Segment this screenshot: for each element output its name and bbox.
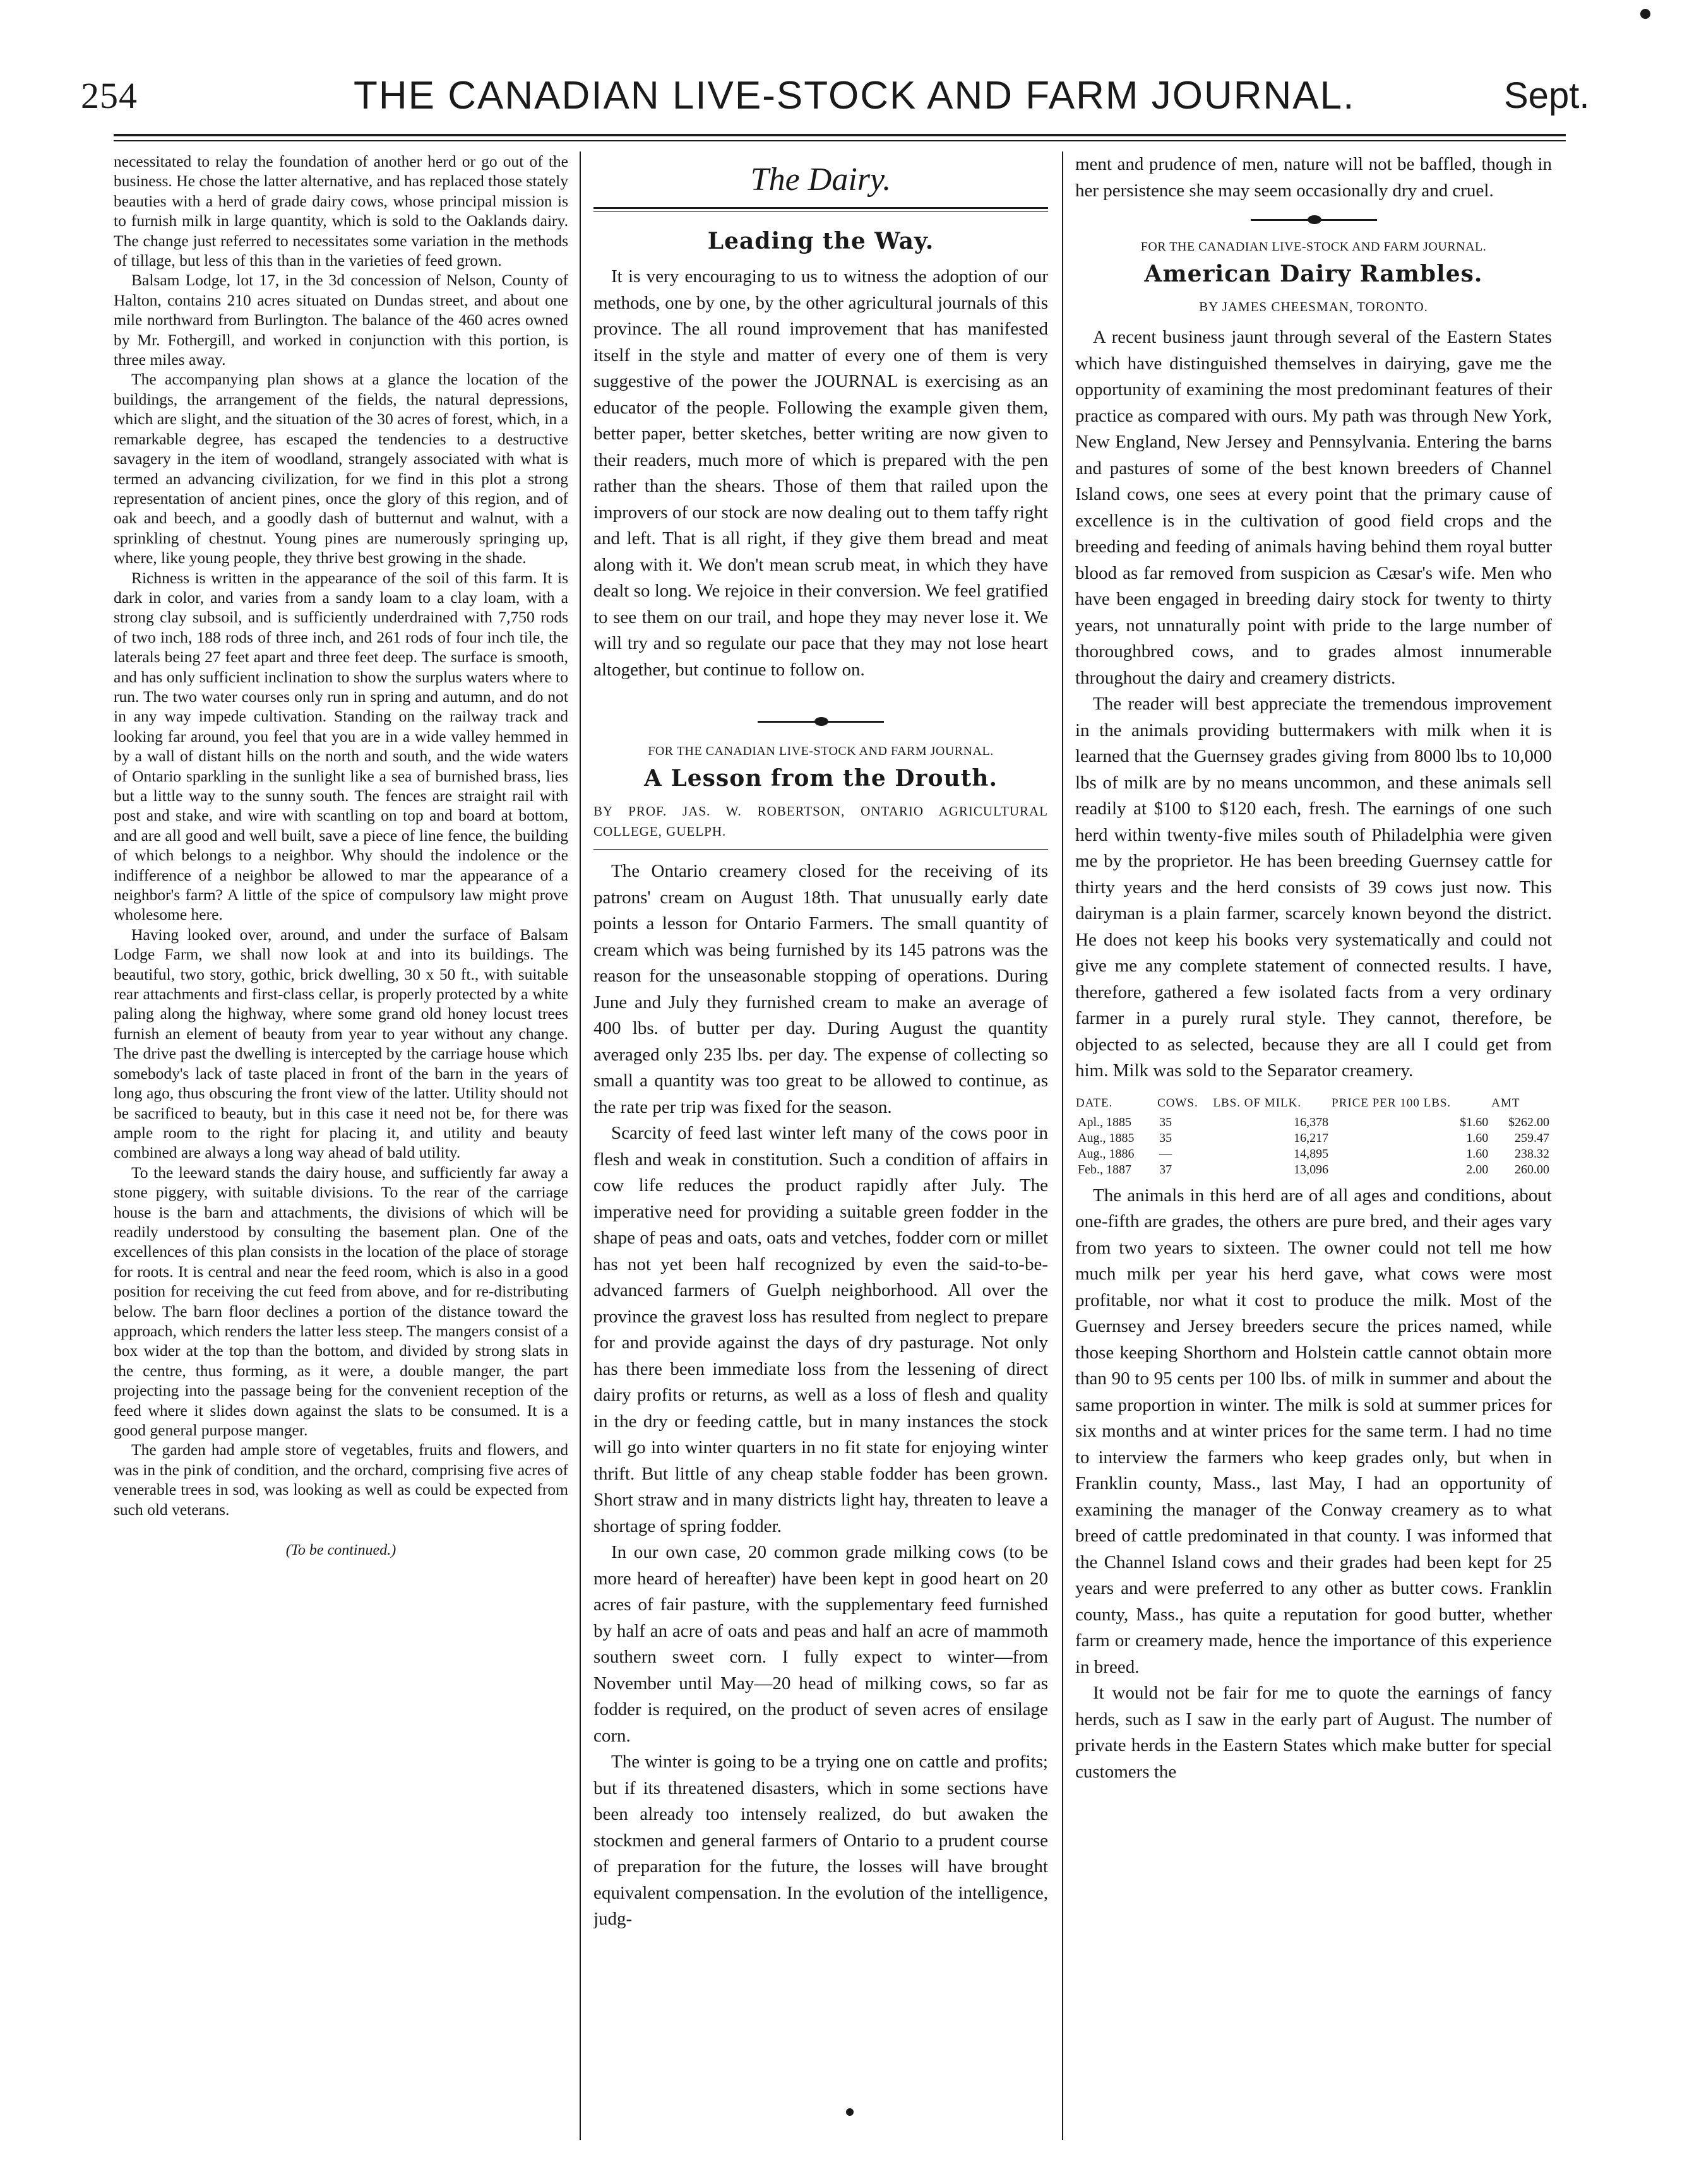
page-header xyxy=(0,0,1687,133)
header-rule xyxy=(114,134,1566,136)
paragraph: Scarcity of feed last winter left many of the cows poor in flesh and weak in constitution. Such a condition of affairs in cow life reduces the product rapidly after July. The imperative need for providing a suitable green fodder in the shape of peas and oats, oats and vetches, fodder corn or millet has not yet been half recognized by even the said-to-be-advanced farmers of Guelph neighborhood. All over the province the gravest loss has resulted from neglect to prepare for and provide against the days of dry pasturage. Not only has there been immediate loss from the lessening of direct dairy profits or returns, as well as a loss of flesh and quality in the dry or feeding cattle, but in many instances the stock will go into winter quarters in no fit state for enjoying winter thrift. But little of any cheap stable fodder has been grown. Short straw and in many districts light hay, threaten to leave a shortage of spring fodder. xyxy=(593,1123,1048,1536)
department-rule xyxy=(593,207,1048,209)
paragraph: To the leeward stands the dairy house, and sufficiently far away a stone piggery, with suitable divisions. To the rear of the carriage house is the barn and attachments, the divisions of which will be readily understood by consulting the basement plan. One of the excellences of this plan consists in the location of the place of storage for roots. It is central and near the feed room, which is also in a good position for receiving the cut feed from above, and for re-distributing below. The barn floor declines a portion of the distance toward the approach, which renders the latter less steep. The mangers consist of a box wider at the top than the bottom, and divided by strong slats in the centre, thus forming, as it were, a double manger, the part projecting into the passage being for the convenient reception of the feed where it slides down against the slats to be consumed. It is a good general purpose manger. xyxy=(114,1163,568,1439)
ink-dot xyxy=(1640,9,1650,19)
table-cell: Aug., 1885 xyxy=(1078,1131,1135,1145)
column-right xyxy=(1075,151,1552,2140)
header-rule-thin xyxy=(114,140,1566,141)
table-row xyxy=(1075,1162,1552,1178)
column-header: AMT xyxy=(1491,1096,1520,1110)
journal-title: THE CANADIAN LIVE-STOCK AND FARM JOURNAL. xyxy=(354,74,1356,117)
paragraph: In our own case, 20 common grade milking cows (to be more heard of hereafter) have been kept in good heart on 20 acres of fair pasture, with the supplementary feed furnished by half an acre of oats and peas and half an acre of mammoth southern sweet corn. I fully expect to winter—from November until May—20 head of milking cows, so far as fodder is required, on the product of seven acres of ensilage corn. xyxy=(593,1542,1048,1746)
paragraph: The Ontario creamery closed for the receiving of its patrons' cream on August 18th. That unusually early date points a lesson for Ontario Farmers. The small quantity of cream which was being furnished by its 145 patrons was the reason for the unseasonable stopping of operations. During June and July they furnished cream to make an average of 400 lbs. of butter per day. During August the quantity averaged only 235 lbs. per day. The expense of collecting so small a quantity was too great to be allowed to continue, as the rate per trip was fixed for the season. xyxy=(593,861,1048,1117)
department-rule-thin xyxy=(593,211,1048,212)
table-cell: — xyxy=(1159,1146,1172,1161)
column-rule xyxy=(580,151,581,2140)
table-cell: 16,378 xyxy=(1294,1115,1329,1129)
article-headline: A Lesson from the Drouth. xyxy=(644,765,998,792)
table-cell: 35 xyxy=(1159,1115,1172,1129)
table-cell: $1.60 xyxy=(1460,1115,1489,1129)
page-number: 254 xyxy=(81,75,138,116)
column-left xyxy=(114,151,568,2140)
paragraph: The animals in this herd are of all ages and conditions, about one-fifth are grades, the others are pure bred, and their ages vary from two years to sixteen. The owner could not tell me how much milk per year his herd gave, what cows were most profitable, nor what it cost to produce the milk. Most of the Guernsey and Jersey breeders secure the prices named, while those keeping Shorthorn and Holstein cattle cannot obtain more than 90 to 95 cents per 100 lbs. of milk in summer and about the same proportion in winter. The milk is sold at summer prices for six months and at winter prices for the same term. I had no time to interview the farmers who keep grades only, but when in Franklin county, Mass., last May, I had an opportunity of examining the manager of the Conway creamery as to what breed of cattle predominated in that county. I was informed that the Channel Island cows and their grades had been kept for 25 years and were preferred to any other as butter cows. Franklin county, Mass., has quite a reputation for good butter, whether farm or creamery made, hence the importance of this experience in breed. xyxy=(1075,1185,1552,1677)
issue-month: Sept. xyxy=(1504,75,1590,116)
paragraph: It is very encouraging to us to witness the adoption of our methods, one by one, by the other agricultural journals of this province. The all round improvement that has manifested itself in the style and matter of every one of them is very suggestive of the power the JOURNAL is exercising as an educator of the people. Following the example given them, better paper, better sketches, better writing are now given to their readers, much more of which is prepared with the pen rather than the shears. Those of them that railed upon the improvers of our stock are now dealing out to them taffy right and left. That is all right, if they give them bread and meat along with it. We don't mean scrub meat, in which they have dealt so long. We rejoice in their conversion. We feel gratified to see them on our trail, and hope they may never lose it. We will try and so regulate our pace that they may not lose heart altogether, but continue to follow on. xyxy=(593,266,1048,680)
column-header: LBS. OF MILK. xyxy=(1213,1096,1302,1110)
table-cell: 1.60 xyxy=(1466,1131,1489,1145)
byline-rule xyxy=(593,849,1048,850)
table-row xyxy=(1075,1131,1552,1146)
table-cell: 14,895 xyxy=(1294,1146,1329,1161)
column-rule xyxy=(1062,151,1063,2140)
table-row xyxy=(1075,1115,1552,1131)
byline: BY JAMES CHEESMAN, TORONTO. xyxy=(1199,299,1428,314)
byline: BY PROF. JAS. W. ROBERTSON, ONTARIO AGRICULTURAL COLLEGE, GUELPH. xyxy=(593,804,1048,839)
column-header: PRICE PER 100 LBS. xyxy=(1332,1096,1452,1110)
department-heading: The Dairy. xyxy=(750,162,891,198)
table-cell: Aug., 1886 xyxy=(1078,1146,1135,1161)
table-row xyxy=(1075,1146,1552,1162)
paragraph: The winter is going to be a trying one on cattle and profits; but if its threatened disasters, which in some sections have been already too intensely realized, do but awaken the stockmen and general farmers of Ontario to a prudent course of preparation for the future, the losses will have brought equivalent compensation. In the evolution of the intelligence, judg- xyxy=(593,1752,1048,1929)
table-cell: 238.32 xyxy=(1515,1146,1549,1161)
table-cell: 16,217 xyxy=(1294,1131,1329,1145)
table-cell: 260.00 xyxy=(1515,1162,1549,1177)
paragraph: Having looked over, around, and under the surface of Balsam Lodge Farm, we shall now look at and into its buildings. The beautiful, two story, gothic, brick dwelling, 30 x 50 ft., with suitable rear attachments and first-class cellar, is properly protected by a white paling along the highway, where some grand old honey locust trees furnish an element of beauty from year to year without any change. The drive past the dwelling is intercepted by the carriage house which somebody's lack of taste placed in front of the barn in the years of long ago, thus obscuring the front view of the latter. Utility should not be sacrificed to beauty, but in this case it need not be, for there was ample room to the right for placing it, and utility and beauty combined are always a long way ahead of bald utility. xyxy=(114,925,568,1162)
table-cell: 35 xyxy=(1159,1131,1172,1145)
table-cell: Feb., 1887 xyxy=(1078,1162,1131,1177)
for-the-journal-line: FOR THE CANADIAN LIVE-STOCK AND FARM JOURNAL. xyxy=(648,744,994,758)
table-cell: 1.60 xyxy=(1466,1146,1489,1161)
continued-note: (To be continued.) xyxy=(285,1542,396,1559)
article-headline: Leading the Way. xyxy=(707,228,934,254)
table-header-row xyxy=(1075,1095,1552,1115)
article-headline: American Dairy Rambles. xyxy=(1144,261,1483,287)
paragraph: The reader will best appreciate the tremendous improvement in the animals providing buttermakers with milk when it is learned that the Guernsey grades giving from 8000 lbs to 10,000 lbs of milk are by no means uncommon, and these animals sell readily at $100 to $120 each, fresh. The earnings of one such herd within twenty-five miles south of Philadelphia were given me by the proprietor. He has been breeding Guernsey cattle for thirty years and the herd consists of 39 cows just now. This dairyman is a plain farmer, scarcely known beyond the district. He does not keep his books very systematically and could not give me any complete statement of connected results. I have, therefore, gathered a few isolated facts from a very ordinary farmer in a purely rural style. They cannot, therefore, be objected to as selected, because they are all I could get from him. Milk was sold to the Separator creamery. xyxy=(1075,694,1552,1081)
table-cell: 2.00 xyxy=(1466,1162,1489,1177)
paragraph: Richness is written in the appearance of the soil of this farm. It is dark in color, and varies from a sandy loam to a clay loam, with a strong clay subsoil, and is sufficiently underdrained with 7,750 rods of two inch, 188 rods of three inch, and 261 rods of four inch tile, the laterals being 27 feet apart and three feet deep. The surface is smooth, and has only sufficient inclination to show the surplus waters where to run. The two water courses only run in spring and autumn, and do not in any way impede cultivation. Standing on the railway track and looking far around, you feel that you are in a wide valley hemmed in by a wall of distant hills on the north and south, and the wide waters of Ontario sparkling in the sunlight like a sea of burnished brass, lies but a little way to the sunny south. The fences are straight rail with post and stake, and wire with scantling on top and board at bottom, and are all good and well built, save a piece of line fence, the building of which belongs to a neighbor. Why should the indolence or the indifference of a neighbor be allowed to mar the appearance of a neighbor's farm? A little of the spice of compulsory law might prove wholesome here. xyxy=(114,568,568,924)
ink-dot xyxy=(846,2108,854,2116)
table-cell: 13,096 xyxy=(1294,1162,1329,1177)
paragraph: The accompanying plan shows at a glance the location of the buildings, the arrangement of the fields, the natural depressions, which are slight, and the situation of the 30 acres of forest, which, in a remarkable degree, has escaped the tendencies to a destructive savagery in the item of woodland, strangely associated with what is termed an advancing civilization, for we find in this plot a strong representation of ancient pines, once the glory of this region, and of oak and beech, and a goodly dash of butternut and walnut, with a sprinkling of chestnut. Young pines are numerously springing up, where, like young people, they thrive best growing in the shade. xyxy=(114,370,568,567)
paragraph: ment and prudence of men, nature will not be baffled, though in her persistence she may seem occasionally dry and cruel. xyxy=(1075,154,1552,201)
column-middle xyxy=(593,151,1048,2140)
milk-sales-table xyxy=(1075,1095,1552,1178)
table-cell: Apl., 1885 xyxy=(1078,1115,1131,1129)
paragraph: The garden had ample store of vegetables, fruits and flowers, and was in the pink of condition, and the orchard, comprising five acres of venerable trees in sod, was looking as well as could be expected from such old veterans. xyxy=(114,1440,568,1519)
section-separator xyxy=(758,721,884,723)
column-header: COWS. xyxy=(1157,1096,1198,1110)
table-cell: 37 xyxy=(1159,1162,1172,1177)
paragraph: necessitated to relay the foundation of another herd or go out of the business. He chose the latter alternative, and has replaced those stately beauties with a herd of grade dairy cows, whose principal mission is to furnish milk in large quantity, which is sold to the Oaklands dairy. The change just referred to necessitates some variation in the methods of tillage, but less of this than in the varieties of feed grown. xyxy=(114,152,568,270)
table-cell: $262.00 xyxy=(1508,1115,1549,1129)
paragraph: Balsam Lodge, lot 17, in the 3d concession of Nelson, County of Halton, contains 210 acres situated on Dundas street, and about one mile northward from Burlington. The balance of the 460 acres owned by Mr. Fothergill, and worked in conjunction with this portion, is three miles away. xyxy=(114,271,568,369)
table-cell: 259.47 xyxy=(1515,1131,1549,1145)
for-the-journal-line: FOR THE CANADIAN LIVE-STOCK AND FARM JOURNAL. xyxy=(1140,240,1487,254)
column-header: DATE. xyxy=(1076,1096,1113,1110)
paragraph: A recent business jaunt through several of the Eastern States which have distinguished themselves in dairying, gave me the opportunity of examining the most predominant features of their practice as compared with ours. My path was through New York, New England, New Jersey and Pennsylvania. Entering the barns and pastures of some of the best known breeders of Channel Island cows, one sees at every point that the primary cause of excellence is in the cultivation of good field crops and the breeding and feeding of animals having behind them royal butter blood as far removed from suspicion as Cæsar's wife. Men who have been engaged in breeding dairy stock for twenty to thirty years, not unnaturally point with pride to the large number of thoroughbred cows, and to grades almost innumerable throughout the dairy and creamery districts. xyxy=(1075,327,1552,688)
section-separator xyxy=(1251,219,1377,221)
paragraph: It would not be fair for me to quote the earnings of fancy herds, such as I saw in the early part of August. The number of private herds in the Eastern States which make butter for special customers the xyxy=(1075,1683,1552,1782)
